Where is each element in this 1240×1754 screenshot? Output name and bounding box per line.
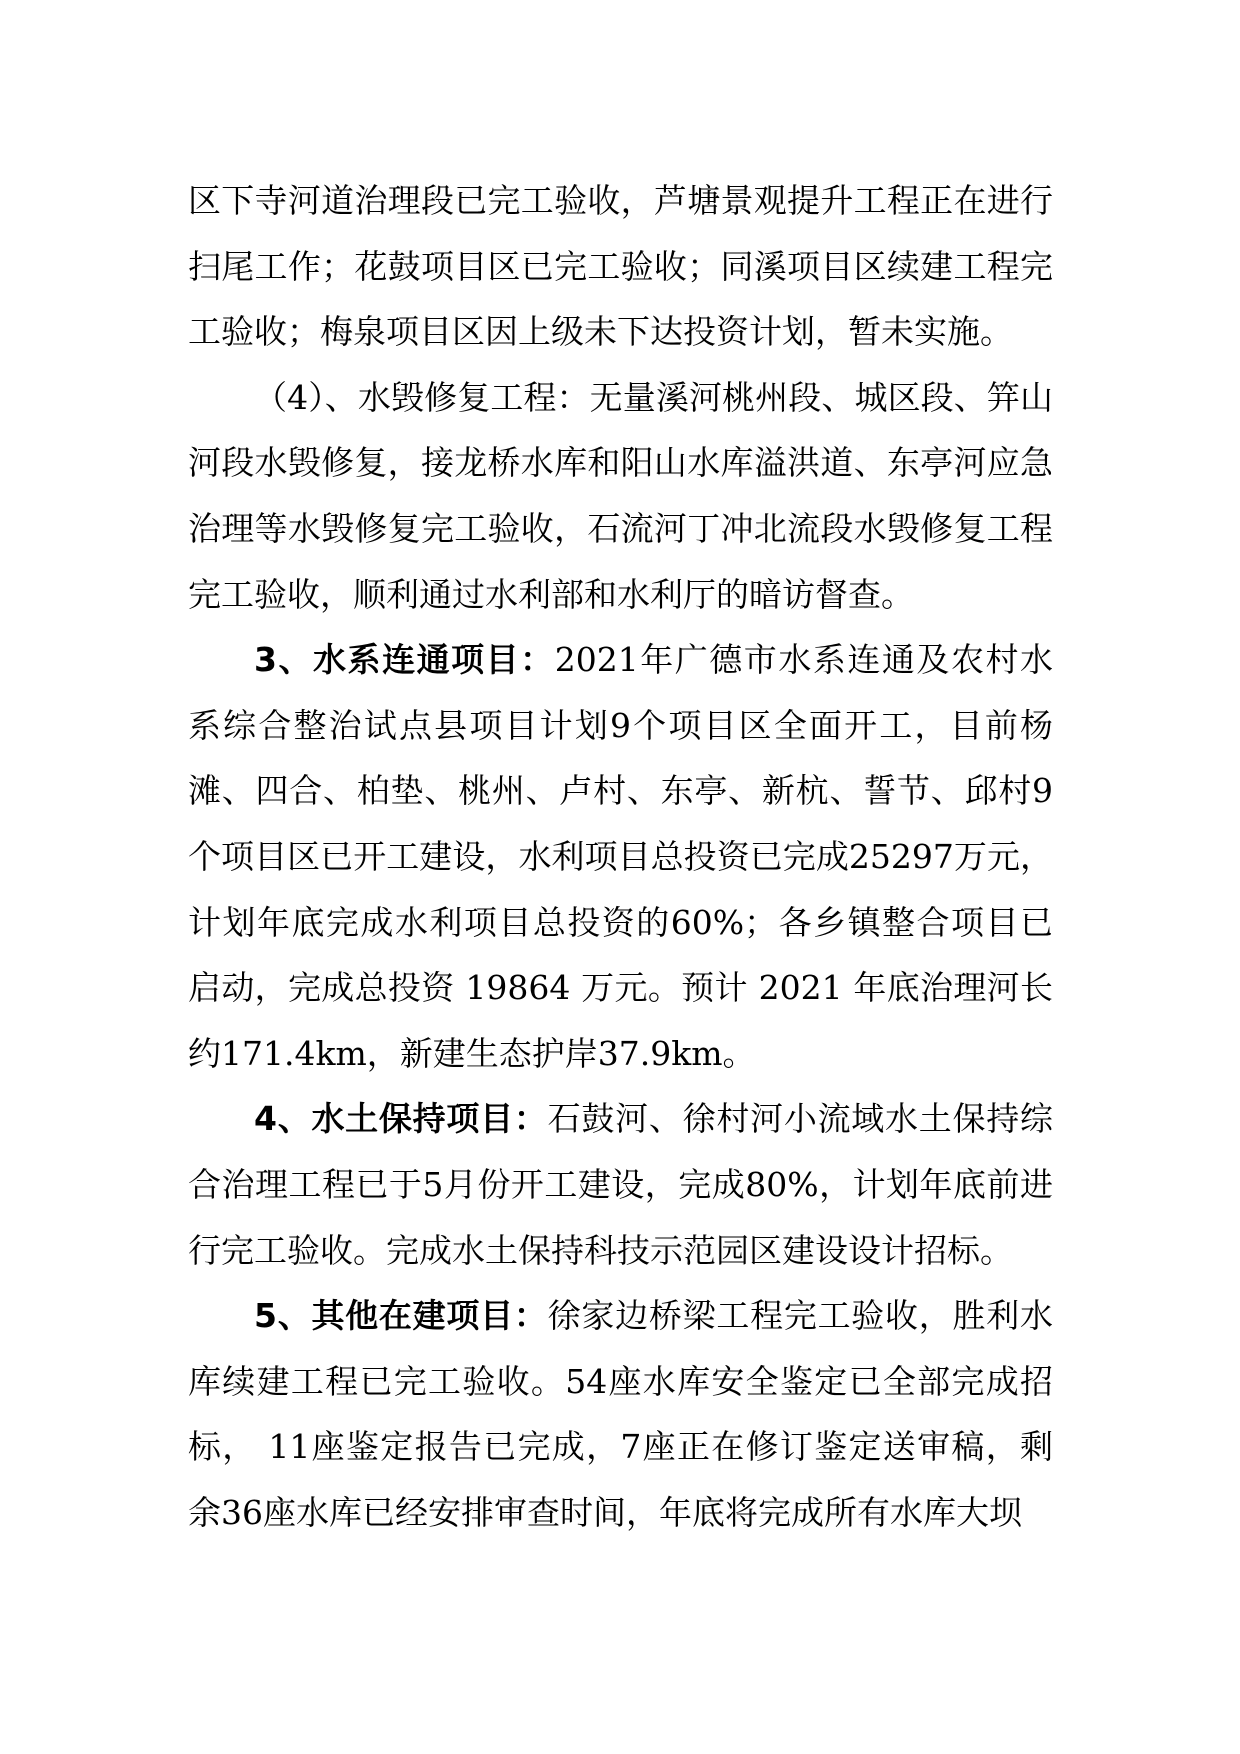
paragraph-heading: 5、其他在建项目：: [254, 1296, 548, 1336]
paragraph-text: 2021年广德市水系连通及农村水系综合整治试点县项目计划9个项目区全面开工，目前杨滩、四合、柏垫、桃州、卢村、东亭、新杭、誓节、邱村9个项目区已开工建设，水利项目总投资已完成25297万元，计划年底完成水利项目总投资的60%；各乡镇整合项目已启动，完成总投资 19864 万元。预计 2021 年底治理河长约171.4km，新建生态护岸37.9km。: [188, 640, 1053, 1073]
paragraph-text: （4）、水毁修复工程：无量溪河桃州段、城区段、笄山河段水毁修复，接龙桥水库和阳山水库溢洪道、东亭河应急治理等水毁修复完工验收，石流河丁冲北流段水毁修复工程完工验收，顺利通过水利部和水利厅的暗访督查。: [188, 377, 1053, 614]
paragraph-text: 徐家边桥梁工程完工验收，胜利水库续建工程已完工验收。54座水库安全鉴定已全部完成招标， 11座鉴定报告已完成，7座正在修订鉴定送审稿，剩余36座水库已经安排审查时间，年底将完成所有水库大坝: [188, 1296, 1054, 1532]
document-body: [188, 168, 1053, 1545]
paragraph-heading: 4、水土保持项目：: [254, 1099, 548, 1139]
paragraph-soil-conservation: [188, 1086, 1053, 1283]
paragraph-heading: 3、水系连通项目：: [254, 640, 555, 680]
paragraph-continued: [188, 168, 1053, 365]
paragraph-flood-repair: [188, 365, 1053, 627]
paragraph-text: 区下寺河道治理段已完工验收，芦塘景观提升工程正在进行扫尾工作；花鼓项目区已完工验收；同溪项目区续建工程完工验收；梅泉项目区因上级未下达投资计划，暂未实施。: [188, 181, 1053, 352]
paragraph-text: 石鼓河、徐村河小流域水土保持综合治理工程已于5月份开工建设，完成80%，计划年底前进行完工验收。完成水土保持科技示范园区建设设计招标。: [188, 1099, 1054, 1270]
paragraph-water-connectivity: [188, 627, 1053, 1086]
paragraph-other-projects: [188, 1283, 1053, 1545]
